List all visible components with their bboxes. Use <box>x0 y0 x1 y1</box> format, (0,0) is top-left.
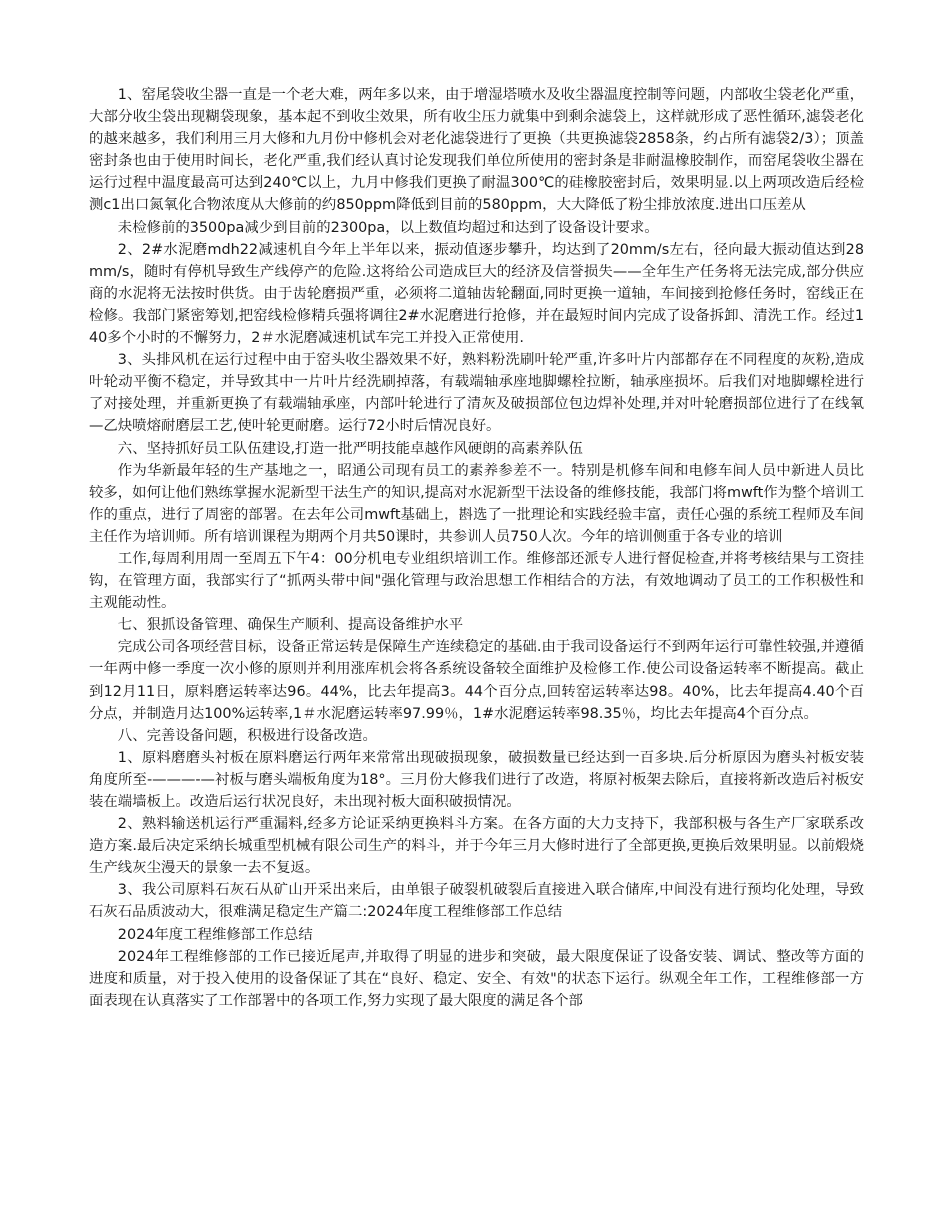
paragraph: 1、原料磨磨头衬板在原料磨运行两年来常常出现破损现象，破损数量已经达到一百多块.后分析原因为磨头衬板安装角度所至-———-—衬板与磨头端板角度为18°。三月份大修我们进行了改造，将原衬板架去除后，直接将新改造后衬板安装在端墙板上。改造后运行状况良好，未出现衬板大面积破损情况。 <box>89 749 864 810</box>
paragraph: 2、2#水泥磨mdh22减速机自今年上半年以来，振动值逐步攀升，均达到了20mm/s左右，径向最大振动值达到28mm/s，随时有停机导致生产线停产的危险.这将给公司造成巨大的经济及信誉损失——全年生产任务将无法完成,部分供应商的水泥将无法按时供货。由于齿轮磨损严重，必须将二道轴齿轮翻面,同时更换一道轴，车间接到抢修任务时，窑线正在检修。我部门紧密筹划,把窑线检修精兵强将调往2#水泥磨进行抢修，并在最短时间内完成了设备拆卸、清洗工作。经过140多个小时的不懈努力，2＃水泥磨减速机试车完工并投入正常使用. <box>89 241 864 347</box>
paragraph: 完成公司各项经营目标，设备正常运转是保障生产连续稳定的基础.由于我司设备运行不到两年运行可靠性较强,并遵循一年两中修一季度一次小修的原则并利用涨库机会将各系统设备较全面维护及检修工作.使公司设备运转率不断提高。截止到12月11日，原料磨运转率达96。44%，比去年提高3。44个百分点,回转窑运转率达98。40%，比去年提高4.40个百分点，并制造月达100%运转率,1＃水泥磨运转率97.99％，1#水泥磨运转率98.35％，均比去年提高4个百分点。 <box>89 639 864 722</box>
document-body <box>89 84 864 1012</box>
paragraph: 3、我公司原料石灰石从矿山开采出来后，由单银子破裂机破裂后直接进入联合储库,中间没有进行预均化处理，导致石灰石品质波动大，很难满足稳定生产篇二:2024年度工程维修部工作总结 <box>89 882 864 921</box>
paragraph: 未检修前的3500pa减少到目前的2300pa，以上数值均超过和达到了设备设计要求。 <box>117 219 659 236</box>
paragraph: 1、窑尾袋收尘器一直是一个老大难，两年多以来，由于增湿塔喷水及收尘器温度控制等问题，内部收尘袋老化严重，大部分收尘袋出现糊袋现象，基本起不到收尘效果，所有收尘压力就集中到剩余滤袋上，这样就形成了恶性循环,滤袋老化的越来越多，我们利用三月大修和九月份中修机会对老化滤袋进行了更换（共更换滤袋2858条，约占所有滤袋2/3）；顶盖密封条也由于使用时间长，老化严重,我们经认真讨论发现我们单位所使用的密封条是非耐温橡胶制作，而窑尾袋收尘器在运行过程中温度最高可达到240℃以上，九月中修我们更换了耐温300℃的硅橡胶密封后，效果明显.以上两项改造后经检测c1出口氮氧化合物浓度从大修前的约850ppm降低到目前的580ppm，大大降低了粉尘排放浓度.进出口压差从 <box>89 87 864 214</box>
document-subtitle: 2024年度工程维修部工作总结 <box>117 926 313 943</box>
section-heading: 七、狠抓设备管理、确保生产顺利、提高设备维护水平 <box>117 617 464 634</box>
paragraph: 2024年工程维修部的工作已接近尾声,并取得了明显的进步和突破，最大限度保证了设备安装、调试、整改等方面的进度和质量，对于投入使用的设备保证了其在“良好、稳定、安全、有效"的状态下运行。纵观全年工作，工程维修部一方面表现在认真落实了工作部署中的各项工作,努力实现了最大限度的满足各个部 <box>89 948 864 1009</box>
section-heading: 八、完善设备问题，积极进行设备改造。 <box>117 727 377 744</box>
paragraph: 2、熟料输送机运行严重漏料,经多方论证采纳更换料斗方案。在各方面的大力支持下，我部积极与各生产厂家联系改造方案.最后决定采纳长城重型机械有限公司生产的料斗，并于今年三月大修时进行了全部更换,更换后效果明显。以前煅烧生产线灰尘漫天的景象一去不复返。 <box>89 816 864 877</box>
paragraph: 作为华新最年轻的生产基地之一，昭通公司现有员工的素养参差不一。特别是机修车间和电修车间人员中新进人员比较多，如何让他们熟练掌握水泥新型干法生产的知识,提高对水泥新型干法设备的维修技能，我部门将mwft作为整个培训工作的重点，进行了周密的部署。在去年公司mwft基础上，斟选了一批理论和实践经验丰富，责任心强的系统工程师及车间主任作为培训师。所有培训课程为期两个月共50课时，共参训人员750人次。今年的培训侧重于各专业的培训 <box>89 462 864 545</box>
section-heading: 六、坚持抓好员工队伍建设,打造一批严明技能卓越作风硬朗的高素养队伍 <box>117 440 583 457</box>
paragraph: 3、头排风机在运行过程中由于窑头收尘器效果不好，熟料粉洗刷叶轮严重,许多叶片内部都存在不同程度的灰粉,造成叶轮动平衡不稳定，并导致其中一片叶片经洗刷掉落，有载端轴承座地脚螺栓拉断，轴承座损坏。后我们对地脚螺栓进行了对接处理，并重新更换了有载端轴承座，内部叶轮进行了清灰及破损部位包边焊补处理,并对叶轮磨损部位进行了在线氧—乙炔喷熔耐磨层工艺,使叶轮更耐磨。运行72小时后情况良好。 <box>89 352 864 435</box>
paragraph: 工作,每周利用周一至周五下午4：00分机电专业组织培训工作。维修部还派专人进行督促检查,并将考核结果与工资挂钩，在管理方面，我部实行了“抓两头带中间"强化管理与政治思想工作相结合的方法，有效地调动了员工的工作积极性和主观能动性。 <box>89 550 864 612</box>
